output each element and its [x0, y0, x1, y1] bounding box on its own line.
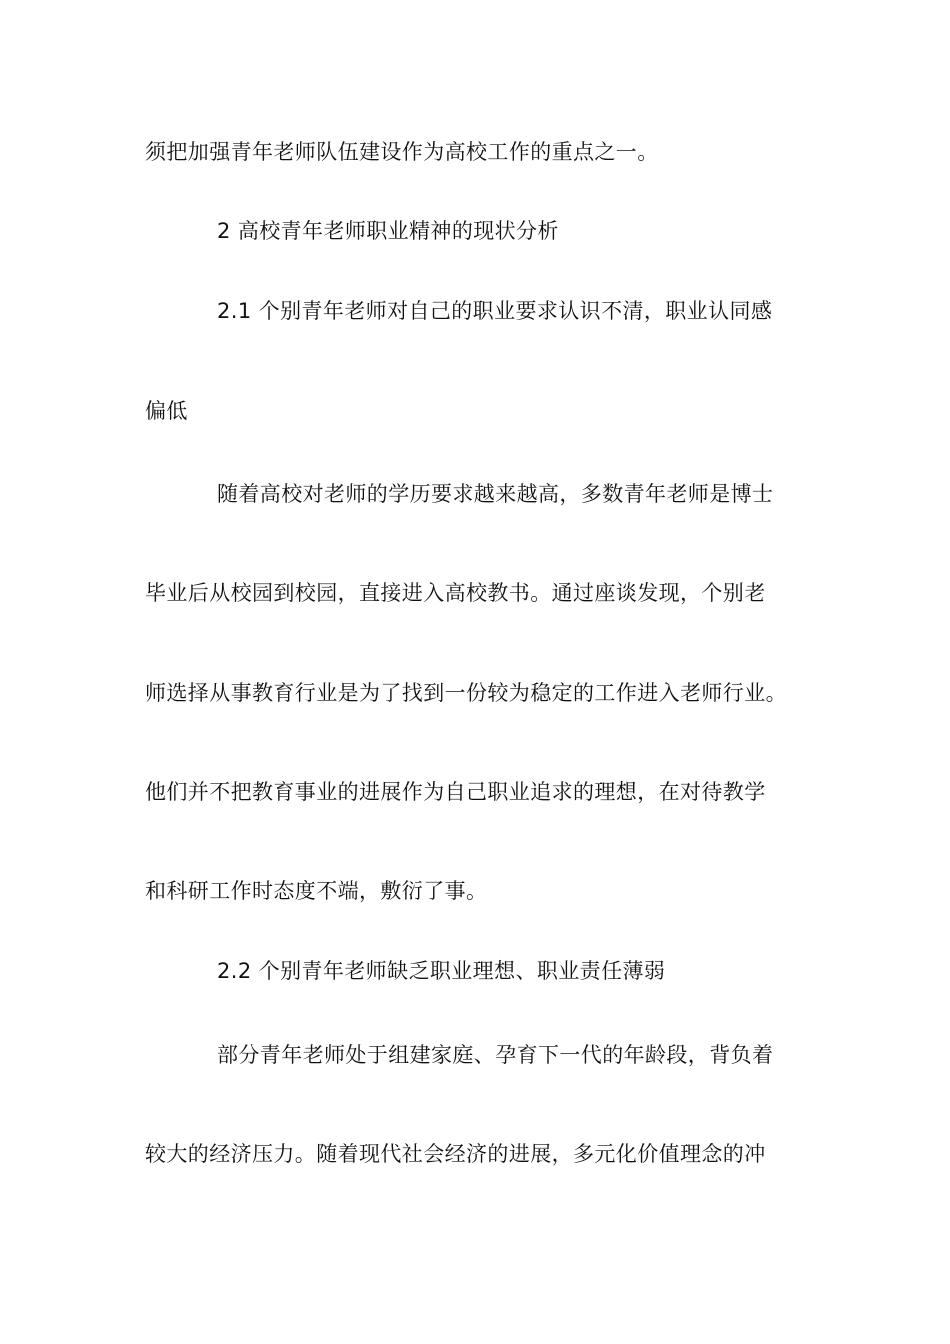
subsection-heading-2-1-continuation: 偏低 — [145, 399, 188, 423]
body-text-line: 他们并不把教育事业的进展作为自己职业追求的理想，在对待教学 — [145, 780, 766, 804]
body-text-line: 随着高校对老师的学历要求越来越高，多数青年老师是博士 — [217, 482, 774, 506]
body-text-line: 师选择从事教育行业是为了找到一份较为稳定的工作进入老师行业。 — [145, 681, 787, 705]
body-text-line: 毕业后从校园到校园，直接进入高校教书。通过座谈发现，个别老 — [145, 581, 766, 605]
subsection-heading-2-1: 2.1 个别青年老师对自己的职业要求认识不清，职业认同感 — [217, 299, 773, 323]
subsection-heading-2-2: 2.2 个别青年老师缺乏职业理想、职业责任薄弱 — [217, 959, 666, 983]
paragraph-continuation: 须把加强青年老师队伍建设作为高校工作的重点之一。 — [145, 140, 659, 164]
body-text-line: 和科研工作时态度不端，敷衍了事。 — [145, 879, 488, 903]
body-text-line: 较大的经济压力。随着现代社会经济的进展，多元化价值理念的冲 — [145, 1142, 766, 1166]
section-heading-2: 2 高校青年老师职业精神的现状分析 — [217, 219, 559, 243]
body-text-line: 部分青年老师处于组建家庭、孕育下一代的年龄段，背负着 — [217, 1043, 774, 1067]
